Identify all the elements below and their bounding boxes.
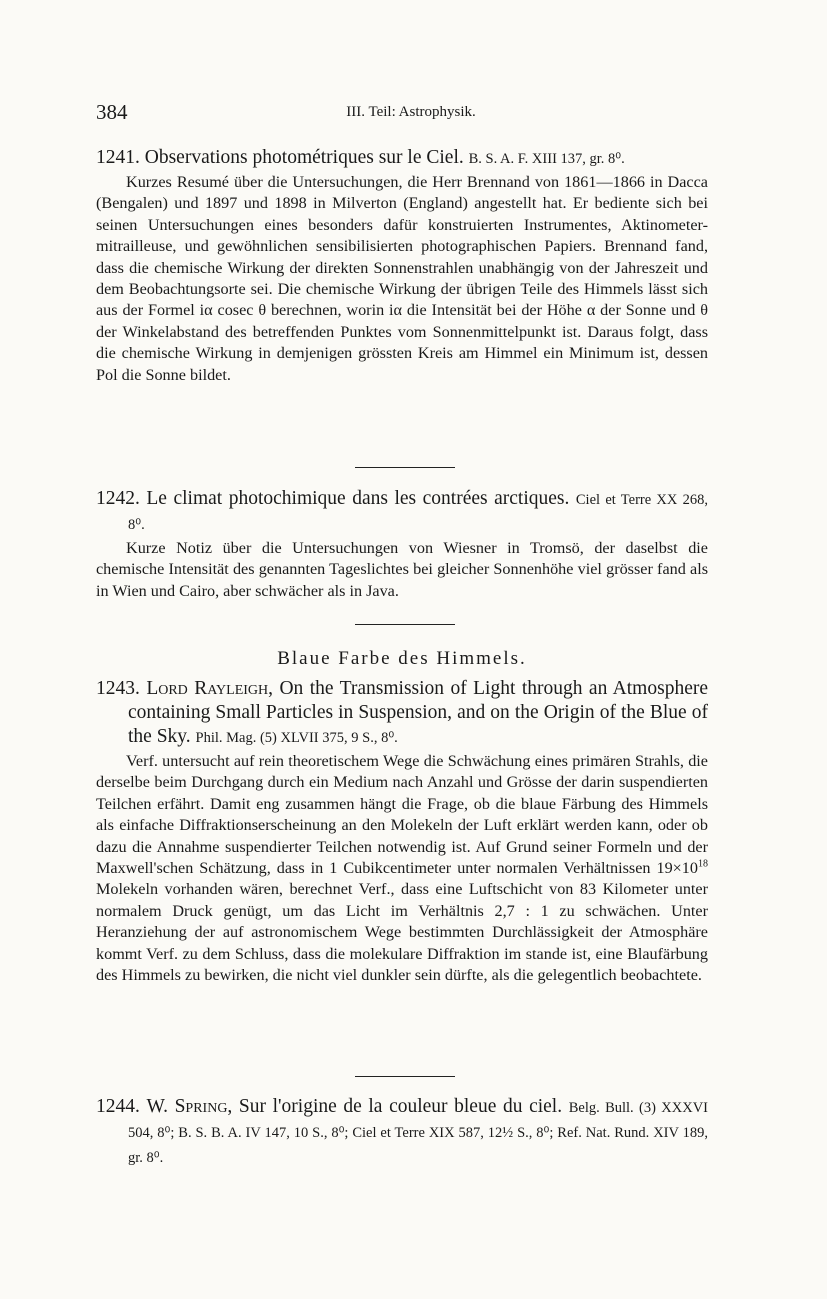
entry-reference: Phil. Mag. (5) XLVII 375, 9 S., 8⁰. bbox=[195, 730, 398, 746]
entry-reference: Belg. Bull. (3) XXXVI 504, 8⁰; B. S. B. A. IV 147, 10 S., 8⁰; Ciel et Terre XIX 587, 12½ S., 8⁰; Ref. Nat. Rund. XIV 189, gr. 8⁰. bbox=[128, 1100, 709, 1166]
entry-abstract bbox=[96, 751, 708, 986]
running-title: III. Teil: Astrophysik. bbox=[346, 104, 476, 120]
entry-author: W. Spring, bbox=[146, 1096, 233, 1117]
divider-rule bbox=[355, 624, 455, 625]
entry-1243 bbox=[96, 677, 708, 986]
entry-1244 bbox=[96, 1095, 708, 1170]
exponent: 18 bbox=[698, 858, 708, 870]
entry-title: On the Transmission of Light through an Atmosphere containing Small Particles in Suspension, and on the Origin of the Blue of the Sky. bbox=[128, 678, 708, 747]
page-number: 384 bbox=[96, 100, 128, 124]
entry-number: 1243. bbox=[96, 678, 140, 699]
entry-title: Sur l'origine de la couleur bleue du ciel. bbox=[238, 1096, 563, 1117]
entry-1241 bbox=[96, 146, 708, 386]
entry-number: 1242. bbox=[96, 488, 140, 509]
entry-title: Observations photométriques sur le Ciel. bbox=[144, 147, 464, 168]
entry-heading bbox=[96, 146, 708, 171]
entry-reference: Ciel et Terre XX 268, 8⁰. bbox=[128, 492, 709, 533]
entry-title: Le climat photochimique dans les contrées arctiques. bbox=[146, 488, 570, 509]
section-heading: Blaue Farbe des Himmels. bbox=[277, 648, 527, 669]
divider-rule bbox=[355, 467, 455, 468]
entry-1242 bbox=[96, 487, 708, 602]
entry-abstract: Kurze Notiz über die Untersuchungen von Wiesner in Tromsö, der daselbst die chemische Intensität des genannten Tageslichtes bei gleicher Sonnenhöhe viel grösser fand als in Wien und Cairo, aber schwächer als in Java. bbox=[96, 539, 708, 600]
entry-heading bbox=[96, 1095, 708, 1170]
entry-heading bbox=[96, 487, 708, 537]
entry-reference: B. S. A. F. XIII 137, gr. 8⁰. bbox=[468, 151, 625, 167]
entry-abstract-part: Molekeln vorhanden wären, berechnet Verf., dass eine Luftschicht von 83 Kilometer unter normalem Druck genügt, um das Licht im Verhältnis 2,7 : 1 zu schwächen. Unter Heranziehung der auf astronomischem Wege bestimmten Durchlässigkeit der Atmosphäre kommt Verf. zu dem Schluss, dass die molekulare Diffraktion im stande ist, eine Blaufärbung des Himmels zu bewirken, die nicht viel dunkler sein dürfte, als die gelegentlich beobachtete. bbox=[96, 880, 708, 985]
entry-number: 1241. bbox=[96, 147, 140, 168]
entry-abstract: Kurzes Resumé über die Untersuchungen, die Herr Brennand von 1861—1866 in Dacca (Bengalen) und 1897 und 1898 in Milverton (England) angestellt hat. Er bediente sich bei seinen Untersuchungen eines besonders dafür konstruierten Instrumentes, Aktinometer-mitrailleuse, und gewöhnlichen sensibilisierten photographischen Papiers. Brennand fand, dass die chemische Wirkung der direkten Sonnenstrahlen unabhängig von der Jahreszeit und dem Beobachtungsorte sei. Die chemische Wirkung der übrigen Teile des Himmels lässt sich aus der Formel iα cosec θ berechnen, worin iα die Intensität bei der Höhe α der Sonne und θ der Winkelabstand des betreffenden Punktes vom Sonnenmittelpunkt ist. Daraus folgt, dass die chemische Wirkung in demjenigen grössten Kreis am Himmel ein Minimum ist, dessen Pol die Sonne bildet. bbox=[96, 173, 708, 384]
page-header bbox=[96, 100, 726, 126]
entry-number: 1244. bbox=[96, 1096, 140, 1117]
entry-abstract-part: Verf. untersucht auf rein theoretischem Wege die Schwächung eines primären Strahls, die derselbe beim Durchgang durch ein Medium nach Anzahl und Grösse der darin suspendierten Teilchen erfährt. Damit eng zusammen hängt die Frage, ob die blaue Färbung des Himmels als einfache Diffraktionserscheinung an den Molekeln der Luft erklärt werden kann, oder ob dazu die Annahme suspendierter Teilchen notwendig ist. Auf Grund seiner Formeln und der Maxwell'schen Schätzung, dass in 1 Cubikcentimeter unter normalen Verhältnissen 19×10 bbox=[96, 752, 708, 878]
entry-author: Lord Rayleigh, bbox=[146, 678, 274, 699]
entry-heading bbox=[96, 677, 708, 750]
divider-rule bbox=[355, 1076, 455, 1077]
